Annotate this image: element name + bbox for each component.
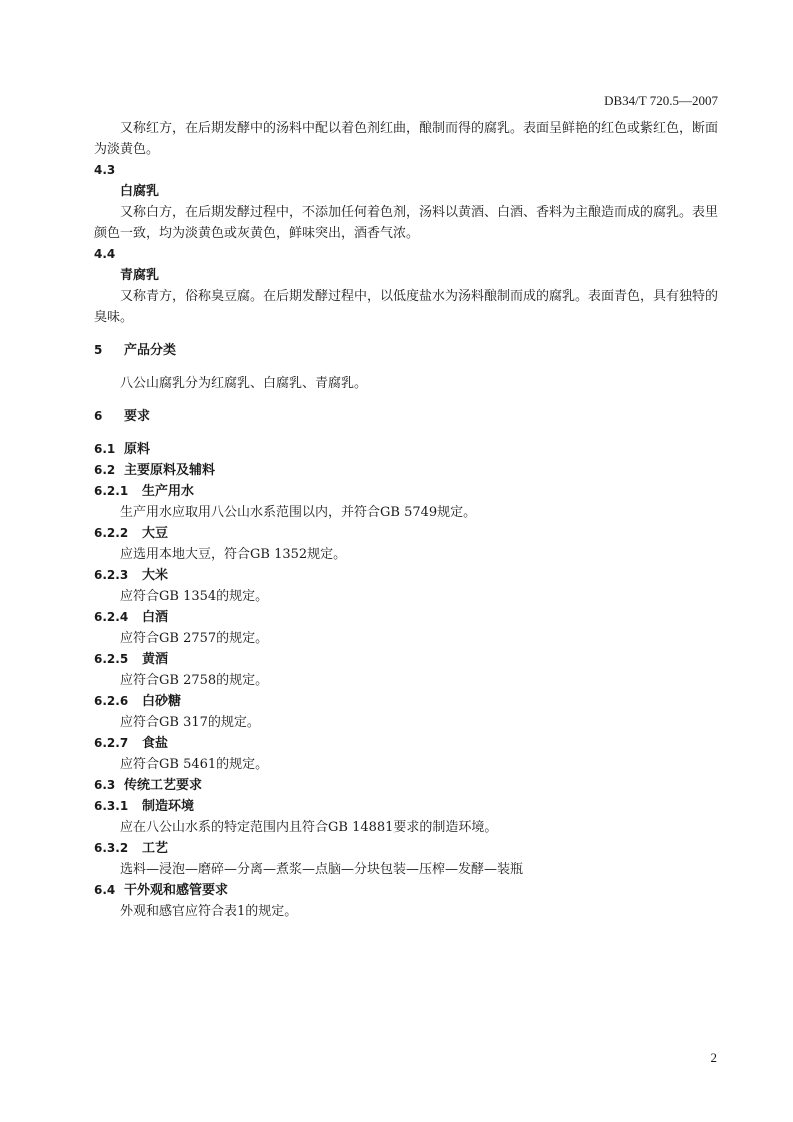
clause-number: 4.3 [94, 163, 116, 177]
clause-text: 应符合GB 317的规定。 [120, 715, 260, 730]
clause-title: 干外观和感管要求 [124, 883, 229, 898]
clause-heading-6-3-1 [94, 796, 722, 817]
clause-text: 外观和感官应符合表1的规定。 [120, 904, 298, 919]
clause-number: 6.2.3 [94, 568, 129, 582]
white-furu-definition: 又称白方，在后期发酵过程中，不添加任何着色剂，汤料以黄酒、白酒、香料为主酿造而成的腐乳。表里颜色一致，均为淡黄色或灰黄色，鲜味突出，酒香气浓。 [94, 205, 719, 241]
clause-heading-6-2-3 [94, 565, 722, 586]
clause-text: 应符合GB 1354的规定。 [120, 589, 269, 604]
clause-number: 6.2.5 [94, 652, 129, 666]
clause-title: 黄酒 [142, 652, 169, 667]
clause-title: 传统工艺要求 [124, 778, 203, 793]
clause-heading-6-4 [94, 880, 722, 901]
clause-heading-6-1 [94, 439, 722, 460]
section-title: 要求 [124, 409, 151, 424]
term-white-furu: 白腐乳 [120, 184, 160, 199]
clause-title: 主要原料及辅料 [124, 463, 216, 478]
clause-number: 6.2 [94, 463, 116, 477]
document-code: DB34/T 720.5—2007 [604, 93, 718, 108]
clause-title: 制造环境 [142, 799, 195, 814]
clause-number: 6.2.4 [94, 610, 129, 624]
section-heading-5 [94, 340, 722, 361]
clause-text: 应符合GB 5461的规定。 [120, 757, 269, 772]
clause-title: 生产用水 [142, 484, 195, 499]
clause-heading-6-2-4 [94, 607, 722, 628]
section-title: 产品分类 [124, 343, 177, 358]
clause-title: 大米 [142, 568, 169, 583]
section-number: 5 [94, 343, 103, 357]
clause-title: 白砂糖 [142, 694, 182, 709]
classification-text: 八公山腐乳分为红腐乳、白腐乳、青腐乳。 [120, 376, 368, 391]
clause-number: 6.2.1 [94, 484, 129, 498]
clause-number: 6.3.2 [94, 841, 129, 855]
clause-title: 原料 [124, 442, 151, 457]
clause-title: 大豆 [142, 526, 169, 541]
clause-number: 6.2.7 [94, 736, 129, 750]
green-furu-definition: 又称青方，俗称臭豆腐。在后期发酵过程中，以低度盐水为汤料酿制而成的腐乳。表面青色，具有独特的臭味。 [94, 289, 719, 325]
red-furu-definition: 又称红方，在后期发酵中的汤料中配以着色剂红曲，酿制而得的腐乳。表面呈鲜艳的红色或紫红色，断面为淡黄色。 [94, 121, 719, 157]
clause-text: 应在八公山水系的特定范围内且符合GB 14881要求的制造环境。 [120, 820, 498, 835]
clause-text: 应符合GB 2757的规定。 [120, 631, 269, 646]
clause-heading-6-2-1 [94, 481, 722, 502]
clause-number: 4.4 [94, 247, 116, 261]
clause-heading-6-2-6 [94, 691, 722, 712]
clause-title: 工艺 [142, 841, 169, 856]
clause-number: 6.4 [94, 883, 116, 897]
clause-text: 生产用水应取用八公山水系范围以内，并符合GB 5749规定。 [120, 505, 477, 520]
clause-number-4-3 [94, 160, 722, 181]
clause-number-4-4 [94, 244, 722, 265]
clause-heading-6-2-7 [94, 733, 722, 754]
clause-number: 6.2.6 [94, 694, 129, 708]
clause-number: 6.3.1 [94, 799, 129, 813]
clause-heading-6-2 [94, 460, 722, 481]
clause-title: 食盐 [142, 736, 169, 751]
section-number: 6 [94, 409, 103, 423]
clause-text: 应符合GB 2758的规定。 [120, 673, 269, 688]
clause-number: 6.2.2 [94, 526, 129, 540]
clause-number: 6.3 [94, 778, 116, 792]
page-number: 2 [710, 1050, 717, 1065]
clause-heading-6-3 [94, 775, 722, 796]
document-body [94, 118, 722, 922]
clause-title: 白酒 [142, 610, 169, 625]
clause-heading-6-2-2 [94, 523, 722, 544]
section-heading-6 [94, 406, 722, 427]
clause-heading-6-3-2 [94, 838, 722, 859]
term-green-furu: 青腐乳 [120, 268, 160, 283]
process-flow-text: 选料—浸泡—磨碎—分离—煮浆—点脑—分块包装—压榨—发酵—装瓶 [120, 862, 524, 877]
clause-number: 6.1 [94, 442, 116, 456]
clause-text: 应选用本地大豆，符合GB 1352规定。 [120, 547, 347, 562]
clause-heading-6-2-5 [94, 649, 722, 670]
